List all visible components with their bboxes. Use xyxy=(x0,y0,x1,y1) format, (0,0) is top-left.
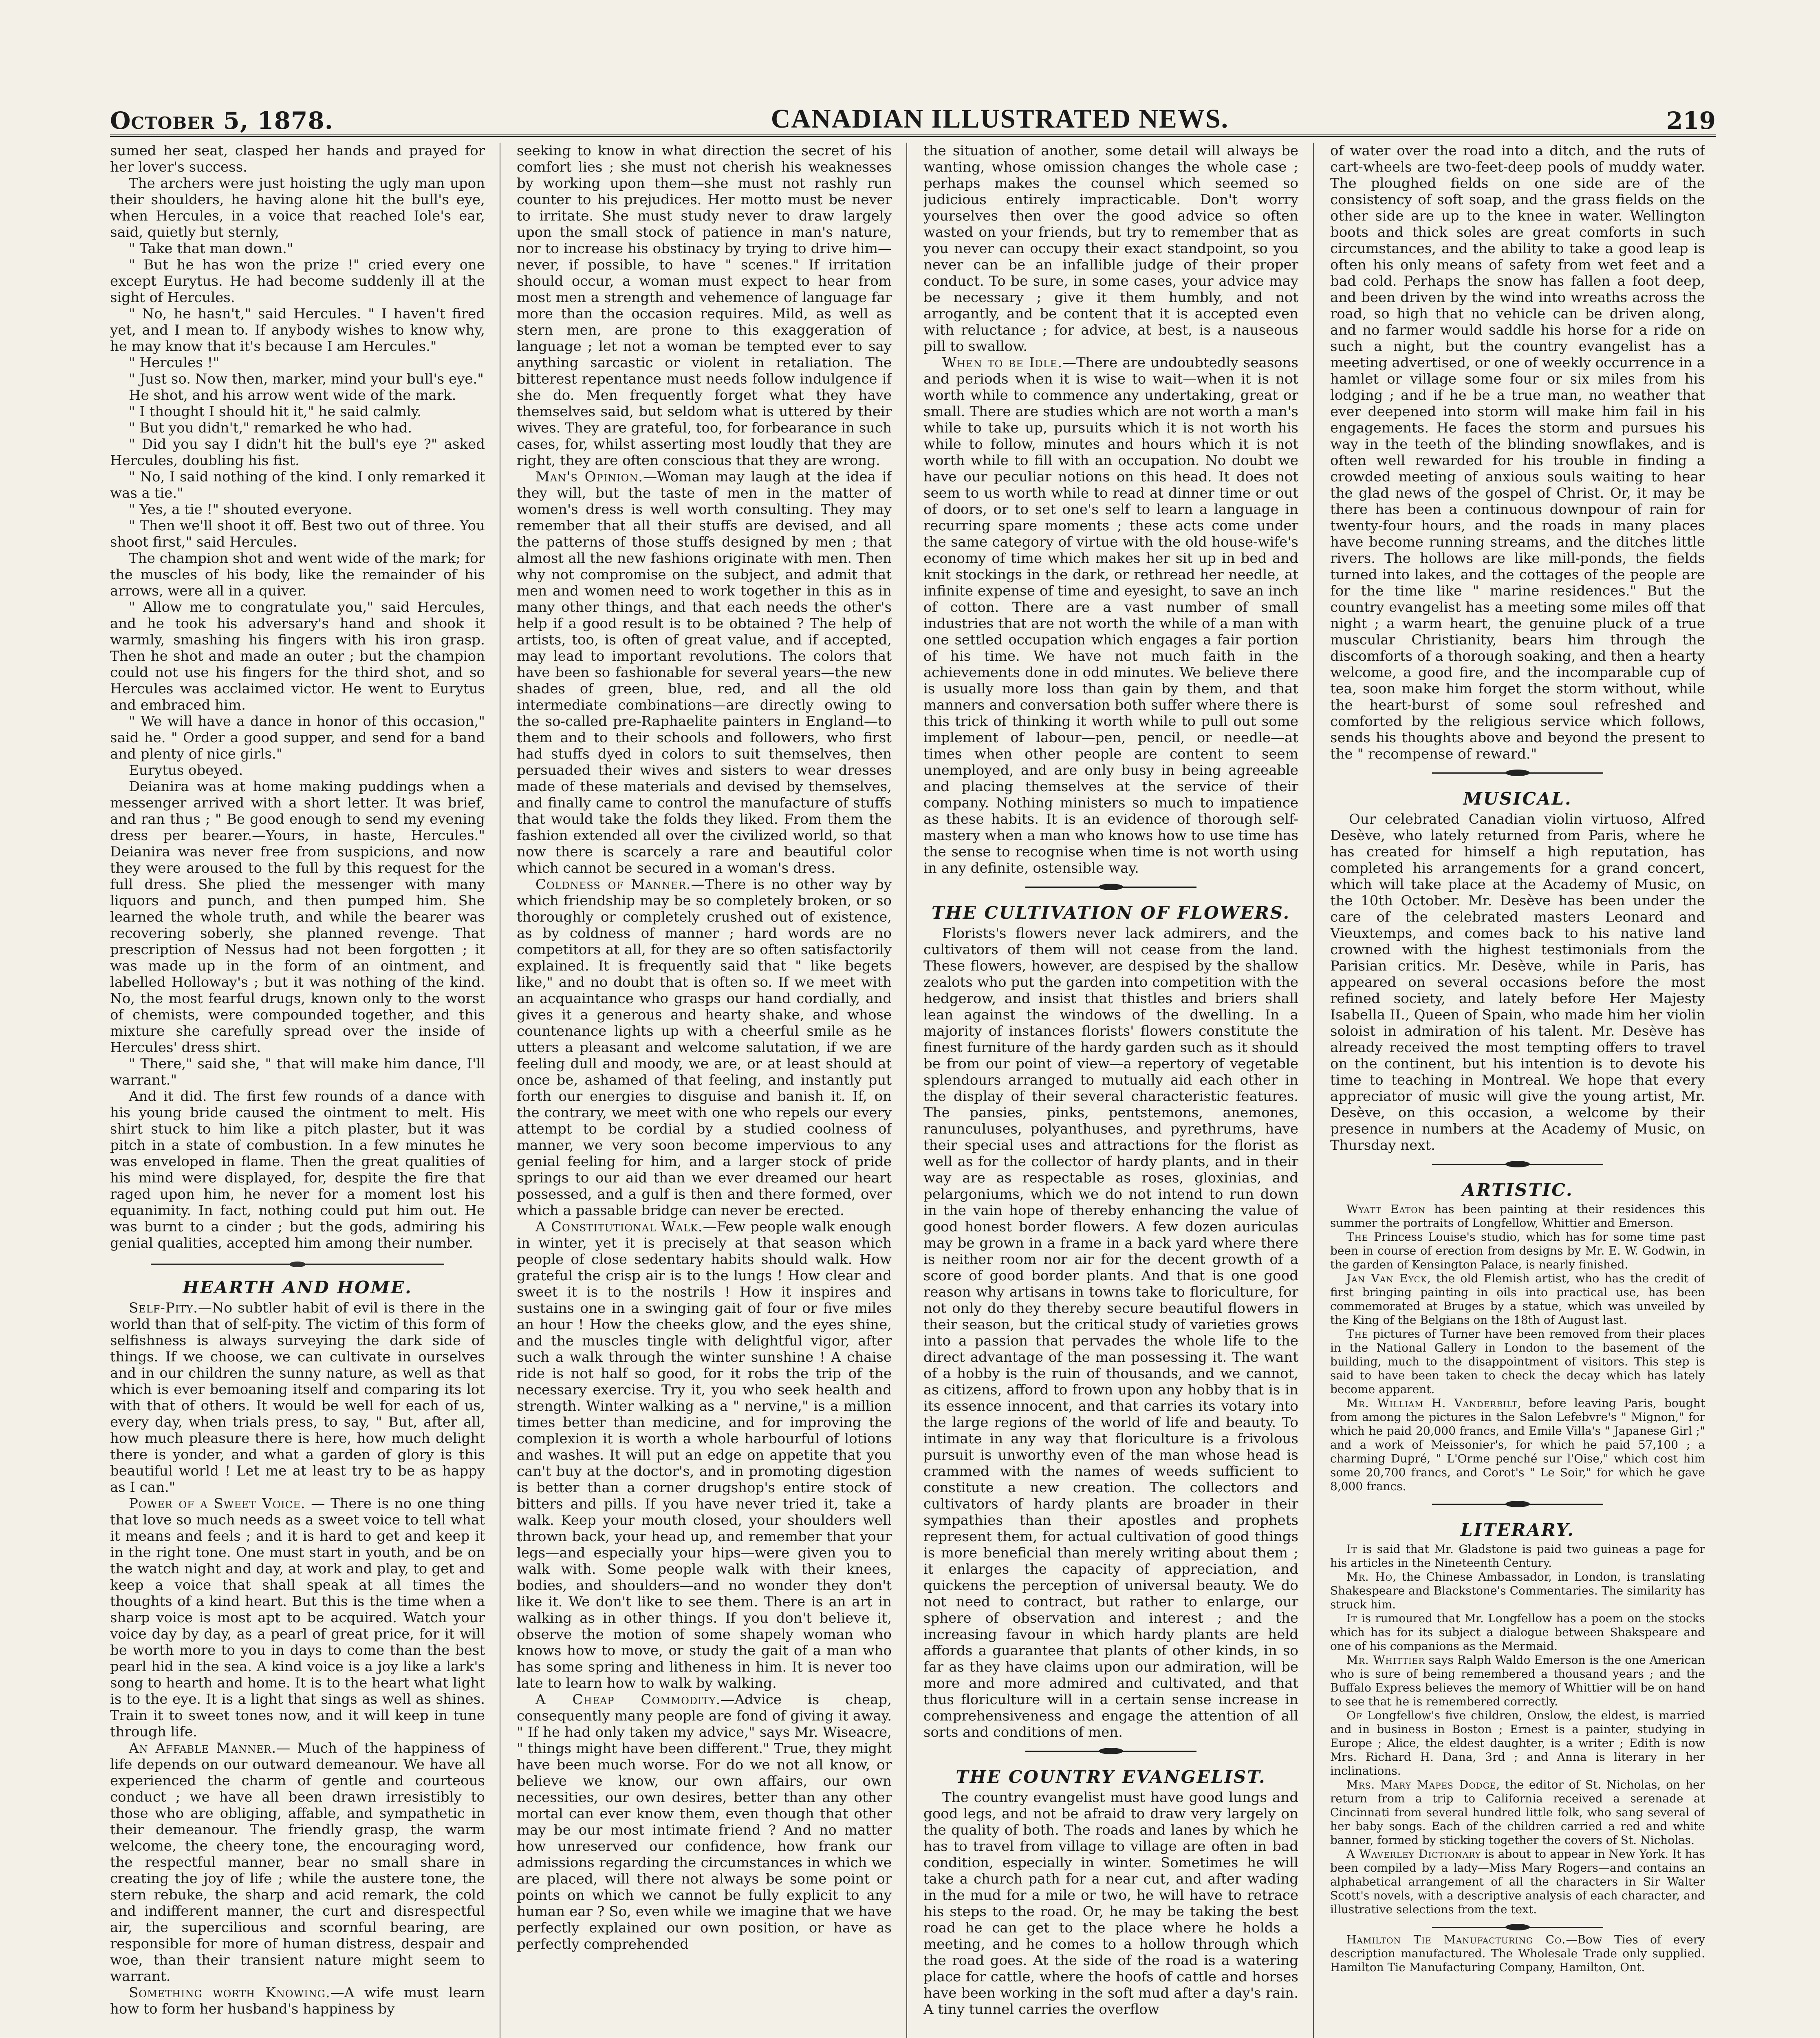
paragraph xyxy=(1330,1570,1705,1612)
paragraph: " Yes, a tie !" shouted everyone. xyxy=(129,501,353,518)
column-rule xyxy=(906,143,907,2038)
paragraph-body: —There is no other way by which friendship may be so completely broken, or so thoroughly or completely crushed out of existence, as by coldness of manner ; hard words are no competitors at all, for they are so often satisfactorily explained. It is frequently said that " like begets like," and no doubt that is often so. If we meet with an acquaintance who grasps our hand cordially, and gives it a generous and hearty shake, and whose countenance lights up with a cheerful smile as he utters a pleasant and welcome salutation, if we are feeling dull and moody, we are, or at least should at once be, ashamed of that feeling, and instantly put forth our energies to disguise and banish it. If, on the contrary, we meet with one who repels our every attempt to be cordial by a studied coolness of manner, we very soon become impervious to any genial feeling for him, and a larger stock of pride springs to our aid than we ever dreamed our heart possessed, and a gulf is then and there formed, over which a passable bridge can never be erected. xyxy=(517,876,892,1219)
paragraph xyxy=(517,469,892,876)
paragraph-heading: An Affable Manner. xyxy=(129,1740,277,1756)
paragraph-body: Princess Louise's studio, which has for some time past been in course of erection from designs by Mr. E. W. Godwin, in the garden of Kensington Palace, is nearly finished. xyxy=(1330,1230,1705,1271)
paragraph xyxy=(1330,1396,1705,1493)
paragraph-heading: Hamilton Tie Manufacturing Co. xyxy=(1346,1933,1566,1946)
story-hercules xyxy=(110,143,485,1251)
paragraph-heading: Mr. Ho xyxy=(1346,1570,1393,1584)
evangelist-continued: of water over the road into a ditch, and the ruts of cart-wheels are two-feet-deep pools of muddy water. The ploughed fields on one side are of the consistency of soft soap, and the grass fields on the other side are up to the knee in water. Wellington boots and thick soles are great comforts in such circumstances, and the ability to take a good leap is often his only means of safety from wet feet and a bad cold. Perhaps the snow has fallen a foot deep, and been driven by the wind into wreaths across the road, so high that no vehicle can be driven along, and no farmer would saddle his horse for a ride on such a night, but the country evangelist has a meeting advertised, or one of weekly occurrence in a hamlet or village some four or six miles from his lodging ; and if he be a true man, no weather that ever deepened into storm will make him fail in his engagements. He faces the storm and pursues his way in the teeth of the blinding snowflakes, and is often well rewarded for his trouble in finding a crowded meeting of anxious souls waiting to hear the glad news of the gospel of Christ. Or, it may be there has been a continuous downpour of rain for twenty-four hours, and the roads in many places have become running streams, and the ditches little rivers. The hollows are like mill-ponds, the fields turned into lakes, and the cottages of the people are for the time like " marine residences." But the country evangelist has a meeting some miles off that night ; a warm heart, the genuine pluck of a true muscular Christianity, bears him through the discomforts of a thorough soaking, and then a hearty welcome, a good fire, and the incomparable cup of tea, soon make him forget the storm without, while the heart-burst of some soul refreshed and comforted by the religious service which follows, sends his thoughts above and beyond the present to the " recompense of reward." xyxy=(1330,143,1705,762)
paragraph: sumed her seat, clasped her hands and prayed for her lover's success. xyxy=(110,143,485,175)
paragraph-heading: Coldness of Manner. xyxy=(535,876,691,893)
paragraph-body: —Few people walk enough in winter, yet it is precisely at that season which people of close sedentary habits should walk. How grateful the crisp air is to the lungs ! How clear and sweet it is to the nostrils ! How it inspires and sustains one in a swinging gait of four or five miles an hour ! How the cheeks glow, and the eyes shine, and the muscles tingle with delightful vigor, after such a walk through the winter sunshine ! A chaise ride is not half so good, for it robs the trip of the necessary exercise. Try it, you who seek health and strength. Winter walking as a " nervine," is a million times better than medicine, and for improving the complexion it is worth a whole harbourful of lotions and washes. It will put an edge on appetite that you can't buy at the doctor's, and in promoting digestion is better than a corner drugshop's entire stock of bitters and pills. If you have never tried it, take a walk. Keep your mouth closed, your shoulders well thrown back, your head up, and remember that your legs—and especially your hips—were given you to walk with. Some people walk with their knees, bodies, and shoulders—and no wonder they don't like it. We don't like to see them. There is an art in walking as in other things. If you don't believe it, observe the motion of some shapely woman who knows how to move, or study the gait of a man who has some spring and litheness in him. It is never too late to learn how to walk by walking. xyxy=(517,1219,892,1692)
issue-date: October 5, 1878. xyxy=(110,107,333,135)
paragraph xyxy=(1330,1327,1705,1396)
paragraph: " Then we'll shoot it off. Best two out of three. You shoot first," said Hercules. xyxy=(110,518,485,550)
evangelist-article xyxy=(923,1789,1298,2018)
paragraph-heading: Mr. William H. Vanderbilt xyxy=(1346,1396,1518,1410)
paragraph: " No, I said nothing of the kind. I only remarked it was a tie." xyxy=(110,469,485,501)
paragraph xyxy=(1330,1542,1705,1570)
paragraph: " There," said she, " that will make him dance, I'll warrant." xyxy=(110,1056,485,1088)
section-title-flowers: THE CULTIVATION OF FLOWERS. xyxy=(931,903,1291,923)
section-separator xyxy=(1432,1924,1603,1930)
paragraph-heading: Wyatt Eaton xyxy=(1346,1202,1426,1216)
page-header xyxy=(110,90,1716,137)
page-number: 219 xyxy=(1666,107,1716,135)
paragraph-heading: Mrs. Mary Mapes Dodge xyxy=(1346,1778,1496,1791)
advertisement xyxy=(1330,1933,1705,1974)
column-3 xyxy=(923,143,1298,2038)
paragraph: Florists's flowers never lack admirers, and the cultivators of them will not cease from the land. These flowers, however, are despised by the shallow zealots who put the garden into competition with the hedgerow, and insist that thistles and briers shall lean against the windows of the dwelling. In a majority of instances florists' flowers constitute the finest furniture of the hardy garden such as it should be from our point of view—a repertory of vegetable splendours arranged to mutually aid each other in the display of their several characteristic features. The pansies, pinks, pentstemons, anemones, ranunculuses, polyanthuses, and pyrethrums, have their special uses and attractions for the florist as well as for the collector of hardy plants, and in their way are as respectable as roses, gloxinias, and pelargoniums, which we do not intend to run down in the vain hope of thereby enhancing the value of good honest border flowers. A few dozen auriculas may be grown in a frame in a back yard where there is neither room nor air for the decent growth of a score of good border plants. And that is one good reason why artisans in towns take to floriculture, for not only do they thereby secure beautiful flowers in their season, but the critical study of varieties grows into a passion that pervades the whole life to the direct advantage of the man possessing it. The want of a hobby is the ruin of thousands, and we cannot, as citizens, afford to frown upon any hobby that is in its essence innocent, and that carries its votary into the large regions of the world of life and beauty. To intimate in any way that floriculture is a frivolous pursuit is unworthy even of the man whose head is crammed with the names of weeds sufficient to constitute a new creation. The collectors and cultivators of hardy plants are broader in their sympathies than their apostles and prophets represent them, for actual cultivation of good things is more beneficial than merely writing about them ; it enlarges the capacity of appreciation, and quickens the perception of universal beauty. We do not need to contract, but rather to enlarge, our sphere of observation and interest ; and the increasing favour in which hardy plants are held affords a guarantee that plants of other kinds, in so far as they have claims upon our admiration, will be more and more admired and cultivated, and that thus floriculture will in a certain sense increase in comprehensiveness and engage the attention of all sorts and conditions of men. xyxy=(923,925,1298,1740)
paragraph-heading: Jan Van Eyck xyxy=(1346,1272,1427,1285)
paragraph-heading: A Waverley Dictionary xyxy=(1346,1847,1481,1861)
paragraph: " But you didn't," remarked he who had. xyxy=(129,420,412,436)
section-separator xyxy=(1025,884,1196,890)
paragraph-body: , the Chinese Ambassador, in London, is translating Shakespeare and Blackstone's Commentaries. The similarity has struck him. xyxy=(1330,1570,1705,1611)
paragraph xyxy=(923,143,1298,355)
paragraph xyxy=(517,143,892,469)
paragraph-body: , the editor of St. Nicholas, on her return from a trip to California received a serenade at Cincinnati from several hundred little folk, who sang several of her baby songs. Each of the children carried a red and white banner, formed by sticking together the covers of St. Nicholas. xyxy=(1330,1778,1705,1847)
paragraph: The country evangelist must have good lungs and good legs, and not be afraid to draw very largely on the quality of both. The roads and lanes by which he has to travel from village to village are often in bad condition, especially in winter. Sometimes he will take a church path for a near cut, and after wading in the mud for a mile or two, he will have to retrace his steps to the road. Or, he may be taking the best road he can get to the place where he holds a meeting, and he comes to a hollow through which the road goes. At the side of the road is a watering place for cattle, where the hoofs of cattle and horses have been working in the soft mud after a day's rain. A tiny tunnel carries the overflow xyxy=(923,1789,1298,2018)
paragraph xyxy=(1330,1272,1705,1327)
paragraph xyxy=(1330,1778,1705,1847)
hearth-and-home-items xyxy=(110,1300,485,2017)
paragraph-body: says Ralph Waldo Emerson is the one American who is sure of being remembered a thousand years ; and the Buffalo Express believes the memory of Whittier will be on hand to see that he is remembered correctly. xyxy=(1330,1653,1705,1708)
paragraph: " Take that man down." xyxy=(129,240,293,257)
paragraph: " But he has won the prize !" cried every one except Eurytus. He had become suddenly ill at the sight of Hercules. xyxy=(110,257,485,306)
section-title-evangelist: THE COUNTRY EVANGELIST. xyxy=(956,1767,1266,1787)
paragraph-heading: Mr. Whittier xyxy=(1346,1653,1425,1667)
musical-article: Our celebrated Canadian violin virtuoso, Alfred Desève, who lately returned from Paris, where he has created for himself a high reputation, has completed his arrangements for a grand concert, which will take place at the Academy of Music, on the 10th October. Mr. Desève has been under the care of the celebrated masters Leonard and Vieuxtemps, and comes back to his native land crowned with the highest testimonials from the Parisian critics. Mr. Desève, while in Paris, has appeared on several occasions before the most refined society, and lately before Her Majesty Isabella II., Queen of Spain, who made him her violin soloist in admiration of his talent. Mr. Desève has already received the most tempting offers to travel on the continent, but his intention is to devote his time to teaching in Montreal. We hope that every appreciator of music will give the young artist, Mr. Desève, on this occasion, a welcome by their presence in numbers at the Academy of Music, on Thursday next. xyxy=(1330,811,1705,1154)
paragraph-body: —A wife must learn how to form her husband's happiness by xyxy=(110,1985,485,2017)
paragraph xyxy=(517,1692,892,1952)
paragraph-body: pictures of Turner have been removed from their places in the National Gallery in London to the basement of the building, much to the disappointment of visitors. This step is said to have been taken to check the decay which has lately become apparent. xyxy=(1330,1327,1705,1396)
paragraph: Deianira was at home making puddings when a messenger arrived with a short letter. It was brief, and ran thus ; " Be good enough to send my evening dress per bearer.—Yours, in haste, Hercules." Deianira was never free from suspicions, and now they were aroused to the full by this request for the full dress. She plied the messenger with many liquors and punch, and then pumped him. She learned the whole truth, and while the bearer was recovering soberly, she planned revenge. That prescription of Nessus had not been forgotten ; it was made up in the form of an ointment, and labelled Holloway's ; but it was nothing of the kind. No, the most fearful drugs, known only to the worst of chemists, were compounded together, and this mixture she carefully spread over the inside of Hercules' dress shirt. xyxy=(110,779,485,1056)
paragraph-body: seeking to know in what direction the secret of his comfort lies ; she must not cherish his weaknesses by working upon them—she must not rashly run counter to his prejudices. Her motto must be never to irritate. She must study never to draw largely upon the small stock of patience in man's nature, nor to increase his obstinacy by trying to drive him—never, if possible, to have " scenes." If irritation should occur, a woman must expect to hear from most men a strength and vehemence of language far more than the occasion requires. Mild, as well as stern men, are prone to this exaggeration of language ; let not a woman be tempted ever to say anything sarcastic or violent in retaliation. The bitterest repentance must needs follow indulgence if she do. Men frequently forget what they have themselves said, but seldom what is uttered by their wives. They are grateful, too, for forbearance in such cases, for, whilst asserting most loudly that they are right, they are often conscious that they are wrong. xyxy=(517,143,892,469)
paragraph-body: , before leaving Paris, bought from among the pictures in the Salon Lefebvre's " Mignon," for which he paid 20,000 francs, and Emile Villa's " Japanese Girl ;" and a work of Meissonier's, for which he paid 57,100 ; a charming Dupré, " L'Orme penché sur l'Oise," which cost him some 20,700 francs, and Corot's " Le Soir," for which he gave 8,000 francs. xyxy=(1330,1396,1705,1493)
section-title-hearth: HEARTH AND HOME. xyxy=(183,1277,412,1297)
paragraph: " Just so. Now then, marker, mind your bull's eye." xyxy=(129,371,484,387)
paragraph xyxy=(1330,1847,1705,1917)
paragraph-heading: Something worth Knowing. xyxy=(129,1985,331,2001)
paragraph-heading: The xyxy=(1346,1230,1368,1244)
paragraph: And it did. The first few rounds of a dance with his young bride caused the ointment to melt. His shirt stuck to him like a pitch plaster, but it was pitch in a state of combustion. In a few minutes he was enveloped in flame. Then the great qualities of his mind were displayed, for, despite the fire that raged upon him, he never for a moment lost his equanimity. In fact, nothing could put him out. He was burnt to a cinder ; but the gods, admiring his genial qualities, accepted him among their number. xyxy=(110,1088,485,1251)
paragraph xyxy=(517,876,892,1219)
section-title-artistic: ARTISTIC. xyxy=(1462,1180,1573,1200)
paragraph: Eurytus obeyed. xyxy=(129,762,243,779)
paragraph xyxy=(1330,1202,1705,1230)
paragraph: " No, he hasn't," said Hercules. " I haven't fired yet, and I mean to. If anybody wishes to know why, he may know that it's because I am Hercules." xyxy=(110,306,485,355)
paragraph-body: has been painting at their residences this summer the portraits of Longfellow, Whittier and Emerson. xyxy=(1330,1202,1705,1230)
paragraph: " Hercules !" xyxy=(129,355,219,371)
paragraph: " I thought I should hit it," he said calmly. xyxy=(129,404,421,420)
section-title-musical: MUSICAL. xyxy=(1463,789,1572,809)
paragraph xyxy=(1330,1230,1705,1272)
paragraph-body: —No subtler habit of evil is there in the world than that of self-pity. The victim of this form of selfishness is always surveying the dark side of things. If we choose, we can cultivate in ourselves and in our children the sunny nature, as well as that which is ever bemoaning itself and comparing its lot with that of others. It would be well for each of us, every day, when trials press, to say, " But, after all, how much pleasure there is here, how much delight there is yonder, and what a garden of glory is this beautiful world ! Let me at least try to be as happy as I can." xyxy=(110,1300,485,1495)
paragraph-heading: A Cheap Commodity. xyxy=(535,1692,721,1708)
paragraph xyxy=(110,1740,485,1985)
paragraph: He shot, and his arrow went wide of the mark. xyxy=(129,387,456,404)
paragraph xyxy=(517,1219,892,1692)
paragraph xyxy=(1330,1653,1705,1709)
paragraph: " We will have a dance in honor of this occasion," said he. " Order a good supper, and send for a band and plenty of nice girls." xyxy=(110,713,485,762)
section-separator xyxy=(1432,1501,1603,1507)
column-3-items xyxy=(923,143,1298,876)
paragraph: " Did you say I didn't hit the bull's eye ?" asked Hercules, doubling his fist. xyxy=(110,436,485,469)
paragraph-heading: Self-Pity. xyxy=(129,1300,198,1316)
paragraph-body: the situation of another, some detail will always be wanting, whose omission changes the whole case ; perhaps makes the counsel which seemed so judicious entirely impracticable. Don't worry yourselves then over the good advice so often wasted on your friends, but try to remember that as you never can occupy their exact standpoint, so you never can be an infallible judge of their proper conduct. To be sure, in some cases, your advice may be necessary ; give it them humbly, and not arrogantly, and be content that it is accepted even with reluctance ; for advice, at best, is a nauseous pill to swallow. xyxy=(923,143,1298,355)
paragraph xyxy=(110,1300,485,1495)
paragraph-heading: The xyxy=(1346,1327,1368,1341)
newspaper-title: CANADIAN ILLUSTRATED NEWS. xyxy=(771,104,1229,134)
paragraph-heading: A Constitutional Walk. xyxy=(535,1219,703,1235)
paragraph-heading: Power of a Sweet Voice. xyxy=(129,1495,306,1512)
section-separator xyxy=(1432,1161,1603,1167)
section-separator xyxy=(1025,1748,1196,1754)
paragraph-body: —Woman may laugh at the idea if they will, but the taste of men in the matter of women's dress is well worth consulting. They may remember that all their stuffs are devised, and all the patterns of those stuffs designed by men ; that almost all the new fashions originate with men. Then why not compromise on the subject, and admit that men and women need to work together in this as in many other things, and that each needs the other's help if a good result is to be obtained ? The help of artists, too, is often of great value, and if accepted, may lead to important revolutions. The colors that have been so fashionable for several years—the new shades of green, blue, red, and all the old intermediate combinations—are directly owing to the so-called pre-Raphaelite painters in England—to them and to their schools and followers, who first had stuffs dyed in colors to suit themselves, then persuaded their wives and sisters to wear dresses made of these materials and devised by themselves, and finally came to control the manufacture of stuffs that would take the folds they liked. From them the fashion extended all over the civilized world, so that now there is scarcely a rare and beautiful color which cannot be secured in a woman's dress. xyxy=(517,469,892,876)
paragraph-body: is rumoured that Mr. Longfellow has a poem on the stocks which has for its subject a dialogue between Shakspeare and one of his companions as the Mermaid. xyxy=(1330,1612,1705,1653)
column-rule xyxy=(1313,143,1314,2038)
artistic-items xyxy=(1330,1202,1705,1493)
column-1 xyxy=(110,143,485,2038)
paragraph-body: —Advice is cheap, consequently many people are fond of giving it away. " If he had only taken my advice," says Mr. Wiseacre, " things might have been different." True, they might have been much worse. For do we not all know, or believe we know, our own affairs, our own necessities, our own desires, better than any other mortal can ever know them, even though that other may be our most intimate friend ? And no matter how unreserved our confidence, how frank our admissions regarding the circumstances in which we are placed, will there not always be some point or points on which we cannot be fully explicit to any human ear ? So, even while we imagine that we have perfectly explained our own position, or have as perfectly comprehended xyxy=(517,1692,892,1952)
paragraph-heading: When to be Idle. xyxy=(942,355,1063,371)
paragraph xyxy=(1330,1612,1705,1653)
literary-items xyxy=(1330,1542,1705,1917)
column-2 xyxy=(517,143,892,2038)
paragraph xyxy=(110,1495,485,1740)
column-4 xyxy=(1330,143,1705,2038)
flowers-article xyxy=(923,925,1298,1740)
paragraph xyxy=(923,355,1298,876)
paragraph-body: is said that Mr. Gladstone is paid two guineas a page for his articles in the Nineteenth Century. xyxy=(1330,1542,1705,1570)
paragraph-body: —Bow Ties of every description manufactured. The Wholesale Trade only supplied. Hamilton Tie Manufacturing Company, Hamilton, Ont. xyxy=(1330,1933,1705,1974)
paragraph-body: — Much of the happiness of life depends on our outward demeanour. We have all experienced the charm of gentle and courteous conduct ; we have all been drawn irresistibly to those who are obliging, affable, and sympathetic in their demeanour. The friendly grasp, the warm welcome, the cheery tone, the encouraging word, the respectful manner, bear no small share in creating the joy of life ; while the austere tone, the stern rebuke, the sharp and acid remark, the cold and indifferent manner, the curt and disrespectful air, the supercilious and scornful bearing, are responsible for more of human distress, despair and woe, than their transient nature might seem to warrant. xyxy=(110,1740,485,1985)
paragraph-body: — There is no one thing that love so much needs as a sweet voice to tell what it means and feels ; and it is hard to get and keep it in the right tone. One must start in youth, and be on the watch night and day, at work and play, to get and keep a voice that shall speak at all times the thoughts of a kind heart. But this is the time when a sharp voice is most apt to be acquired. Watch your voice day by day, as a pearl of great price, for it will be worth more to you in days to come than the best pearl hid in the sea. A kind voice is a joy like a lark's song to hearth and home. It is to the heart what light is to the eye. It is a light that sings as well as shines. Train it to sweet tones now, and it will keep in tune through life. xyxy=(110,1495,485,1740)
paragraph-heading: It xyxy=(1346,1542,1357,1556)
paragraph: " Allow me to congratulate you," said Hercules, and he took his adversary's hand and shook it warmly, smashing his fingers with his iron grasp. Then he shot and made an outer ; but the champion could not use his fingers for the third shot, and so Hercules was acclaimed victor. He went to Eurytus and embraced him. xyxy=(110,599,485,713)
paragraph: The champion shot and went wide of the mark; for the muscles of his body, like the remainder of his arrows, were all in a quiver. xyxy=(110,550,485,599)
paragraph xyxy=(110,1985,485,2017)
paragraph-body: Longfellow's five children, Onslow, the eldest, is married and in business in Boston ; Ernest is a painter, studying in Europe ; Alice, the eldest daughter, is a writer ; Edith is now Mrs. Richard H. Dana, 3rd ; and Anna is literary in her inclinations. xyxy=(1330,1709,1705,1778)
paragraph-heading: Of xyxy=(1346,1709,1362,1722)
paragraph-heading: It xyxy=(1346,1612,1357,1625)
hearth-and-home-continued xyxy=(517,143,892,1952)
paragraph-body: , the old Flemish artist, who has the credit of first bringing painting in oils into practical use, has been commemorated at Bruges by a statue, which was unveiled by the King of the Belgians on the 18th of August last. xyxy=(1330,1272,1705,1327)
paragraph xyxy=(1330,1933,1705,1974)
paragraph: The archers were just hoisting the ugly man upon their shoulders, he having alone hit the bull's eye, when Hercules, in a voice that reached Iole's ear, said, quietly but sternly, xyxy=(110,175,485,240)
paragraph xyxy=(1330,1709,1705,1778)
section-separator xyxy=(151,1264,444,1265)
paragraph-heading: Man's Opinion. xyxy=(535,469,643,485)
paragraph-body: —There are undoubtedly seasons and periods when it is wise to wait—when it is not worth while to commence any undertaking, great or small. There are studies which are not worth a man's while to take up, pursuits which it is not worth his while to follow, minutes and hours which it is not worth while to fill with an occupation. No doubt we have our peculiar notions on this head. It does not seem to us worth while to read at dinner time or out of doors, or to set one's self to learn a language in recurring spare moments ; these acts come under the same category of virtue with the old house-wife's economy of time which makes her sit up in bed and knit stockings in the dark, or rethread her needle, at infinite expense of time and eyesight, to save an inch of cotton. There are a vast number of small industries that are not worth the while of a man with one settled occupation which engages a fair portion of his time. We have not much faith in the achievements done in odd minutes. We believe there is usually more loss than gain by them, and that manners and conversation both suffer where there is this trick of thinking it worth while to pull out some implement of labour—pen, pencil, or needle—at times when other people are content to seem unemployed, and are only busy in being agreeable and placing themselves at the service of their company. Nothing ministers so much to impatience as these habits. It is an evidence of thorough self-mastery when a man who knows how to use time has the sense to recognise when time is not worth using in any definite, ostensible way. xyxy=(923,355,1298,876)
section-title-literary: LITERARY. xyxy=(1461,1520,1575,1540)
section-separator xyxy=(1432,770,1603,776)
paragraph-body: is about to appear in New York. It has been compiled by a lady—Miss Mary Rogers—and contains an alphabetical arrangement of all the characters in Sir Walter Scott's novels, with a descriptive analysis of each character, and illustrative selections from the text. xyxy=(1330,1847,1705,1916)
